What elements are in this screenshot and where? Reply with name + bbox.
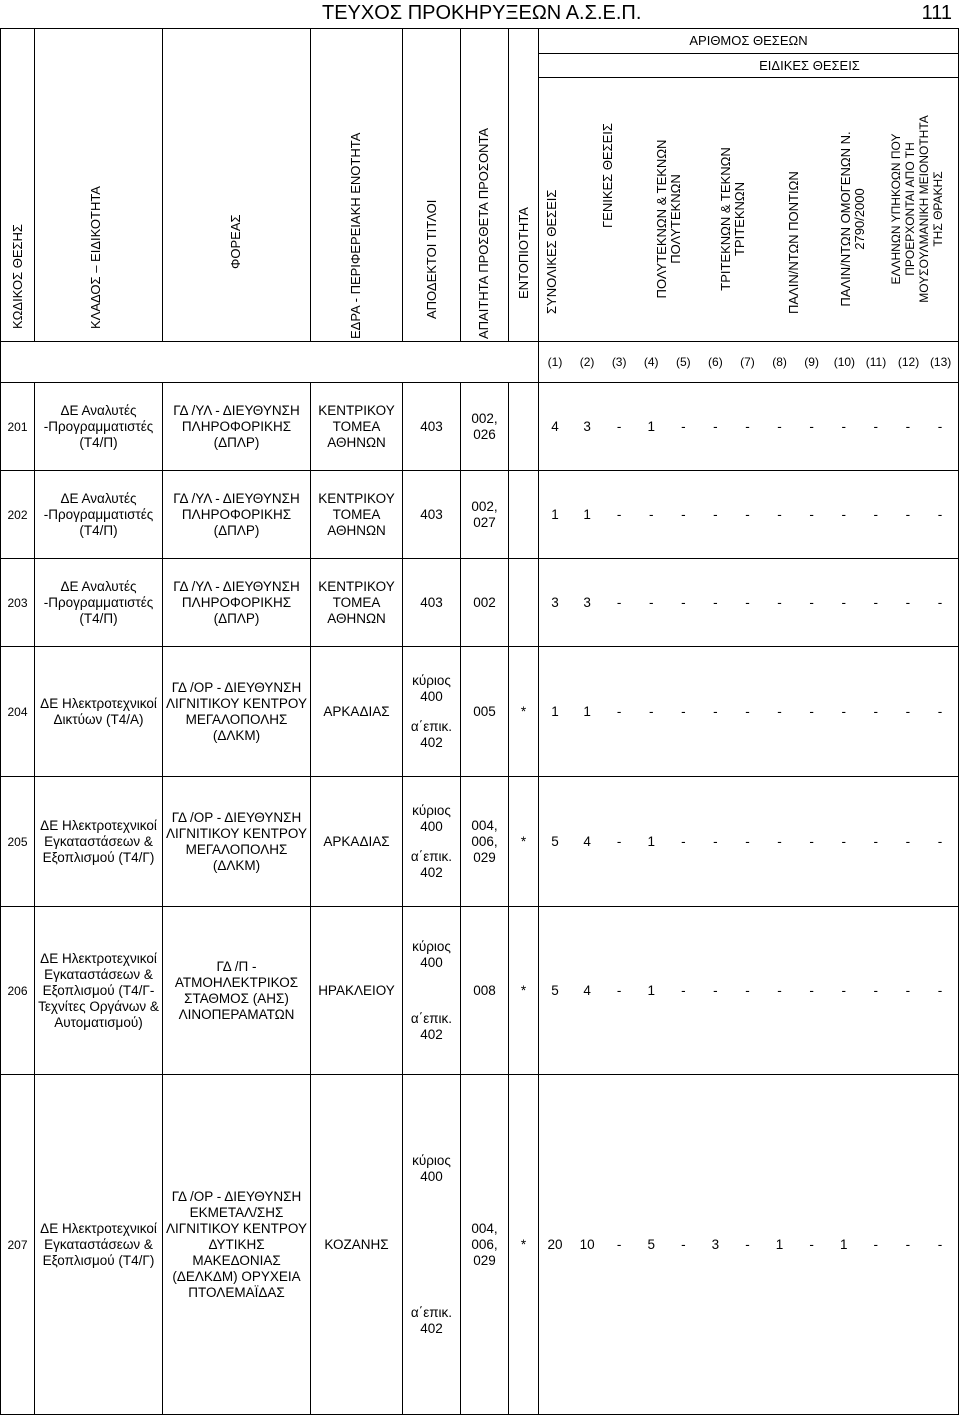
table-row: 207 ΔΕ Ηλεκτροτεχνικοί Εγκαταστάσεων & Εξοπλισμού (Τ4/Γ) ΓΔ /ΟΡ - ΔΙΕΥΘΥΝΣΗ ΕΚΜΕΤΑΛ/ΣΗΣ ΛΙΓΝΙΤΙΚΟΥ ΚΕΝΤΡΟΥ ΔΥΤΙΚΗΣ ΜΑΚΕΔΟΝΙΑΣ (ΔΕΛΚΔΜ) ΟΡΥΧΕΙΑ ΠΤΟΛΕΜΑΪΔΑΣ ΚΟΖΑΝΗΣ κύριος 400 α΄επικ. 402 004, 006, 029 * 20 10 - 5 - 3 - 1 - 1 - - - [1, 1075, 959, 1415]
col-header-expatriates: ΠΑΛΙΝ/ΝΤΩΝ ΟΜΟΓΕΝΩΝ Ν. 2790/2000 [838, 131, 867, 308]
table-row: 201 ΔΕ Αναλυτές -Προγραμματιστές (Τ4/Π) ΓΔ /ΥΛ - ΔΙΕΥΘΥΝΣΗ ΠΛΗΡΟΦΟΡΙΚΗΣ (ΔΠΛΡ) ΚΕΝΤΡΙΚΟΥ ΤΟΜΕΑ ΑΘΗΝΩΝ 403 002, 026 4 3 - 1 - - - - - - - - - [1, 383, 959, 471]
table-row: 205 ΔΕ Ηλεκτροτεχνικοί Εγκαταστάσεων & Εξοπλισμού (Τ4/Γ) ΓΔ /ΟΡ - ΔΙΕΥΘΥΝΣΗ ΛΙΓΝΙΤΙΚΟΥ ΚΕΝΤΡΟΥ ΜΕΓΑΛΟΠΟΛΗΣ (ΔΛΚΜ) ΑΡΚΑΔΙΑΣ κύριος 400 α΄επικ. 402 004, 006, 029 * 5 4 - 1 - - - - - - - - - [1, 777, 959, 907]
table-row: 204 ΔΕ Ηλεκτροτεχνικοί Δικτύων (Τ4/Α) ΓΔ /ΟΡ - ΔΙΕΥΘΥΝΣΗ ΛΙΓΝΙΤΙΚΟΥ ΚΕΝΤΡΟΥ ΜΕΓΑΛΟΠΟΛΗΣ (ΔΛΚΜ) ΑΡΚΑΔΙΑΣ κύριος 400 α΄επικ. 402 005 * 1 1 - - - - - - - - - - - [1, 647, 959, 777]
col-header-titles: ΑΠΟΔΕΚΤΟΙ ΤΙΤΛΟΙ [403, 29, 461, 342]
table-row: 206 ΔΕ Ηλεκτροτεχνικοί Εγκαταστάσεων & Εξοπλισμού (Τ4/Γ- Τεχνίτες Οργάνων & Αυτοματισμού) ΓΔ /Π - ΑΤΜΟΗΛΕΚΤΡΙΚΟΣ ΣΤΑΘΜΟΣ (ΑΗΣ) ΛΙΝΟΠΕΡΑΜΑΤΩΝ ΗΡΑΚΛΕΙΟΥ κύριος 400 α΄επικ. 402 008 * 5 4 - 1 - - - - - - - - - [1, 907, 959, 1075]
col-header-pontic: ΠΑΛΙΝ/ΝΤΩΝ ΠΟΝΤΙΩΝ [786, 171, 801, 315]
page-number: 111 [921, 2, 952, 24]
col-header-code: ΚΩΔΙΚΟΣ ΘΕΣΗΣ [1, 29, 35, 342]
col-header-three-children: ΤΡΙΤΕΚΝΩΝ & ΤΕΚΝΩΝ ΤΡΙΤΕΚΝΩΝ [718, 147, 747, 292]
col-header-many-children: ΠΟΛΥΤΕΚΝΩΝ & ΤΕΚΝΩΝ ΠΟΛΥΤΕΚΝΩΝ [654, 140, 683, 299]
page-header [0, 0, 960, 28]
number-row-spacer [1, 342, 539, 383]
col-header-location: ΕΔΡΑ - ΠΕΡΙΦΕΡΕΙΑΚΗ ΕΝΟΤΗΤΑ [311, 29, 403, 342]
col-header-general: ΓΕΝΙΚΕΣ ΘΕΣΕΙΣ [600, 123, 615, 229]
document-title: ΤΕΥΧΟΣ ΠΡΟΚΗΡΥΞΕΩΝ Α.Σ.Ε.Π. [322, 2, 642, 24]
col-subheaders [539, 78, 959, 342]
col-header-requirements: ΑΠΑΙΤΗΤΑ ΠΡΟΣΘΕΤΑ ΠΡΟΣΟΝΤΑ [461, 29, 509, 342]
table-row: 203 ΔΕ Αναλυτές -Προγραμματιστές (Τ4/Π) ΓΔ /ΥΛ - ΔΙΕΥΘΥΝΣΗ ΠΛΗΡΟΦΟΡΙΚΗΣ (ΔΠΛΡ) ΚΕΝΤΡΙΚΟΥ ΤΟΜΕΑ ΑΘΗΝΩΝ 403 002 3 3 - - - - - - - - - - - [1, 559, 959, 647]
col-header-specialty: ΚΛΑΔΟΣ – ΕΙΔΙΚΟΤΗΤΑ [35, 29, 163, 342]
col-group-positions: ΑΡΙΘΜΟΣ ΘΕΣΕΩΝ [539, 29, 959, 54]
col-group-special: ΕΙΔΙΚΕΣ ΘΕΣΕΙΣ [539, 53, 959, 78]
table-row: 202 ΔΕ Αναλυτές -Προγραμματιστές (Τ4/Π) ΓΔ /ΥΛ - ΔΙΕΥΘΥΝΣΗ ΠΛΗΡΟΦΟΡΙΚΗΣ (ΔΠΛΡ) ΚΕΝΤΡΙΚΟΥ ΤΟΜΕΑ ΑΘΗΝΩΝ 403 002, 027 1 1 - - - - - - - - - - - [1, 471, 959, 559]
col-header-agency: ΦΟΡΕΑΣ [163, 29, 311, 342]
col-header-locality: ΕΝΤΟΠΙΟΤΗΤΑ [509, 29, 539, 342]
column-numbers: (1) (2) (3) (4) (5) (6) (7) (8) (9) (10) (11) (12) (13) [539, 342, 959, 383]
col-header-total: ΣΥΝΟΛΙΚΕΣ ΘΕΣΕΙΣ [544, 190, 559, 315]
positions-table [0, 28, 959, 1415]
col-header-thrace: ΕΛΛΗΝΩΝ ΥΠΗΚΟΩΝ ΠΟΥ ΠΡΟΕΡΧΟΝΤΑΙ ΑΠΟ ΤΗ ΜΟΥΣΟΥΛΜΑΝΙΚΗ ΜΕΙΟΝΟΤΗΤΑ ΤΗΣ ΘΡΑΚΗΣ [889, 115, 945, 304]
